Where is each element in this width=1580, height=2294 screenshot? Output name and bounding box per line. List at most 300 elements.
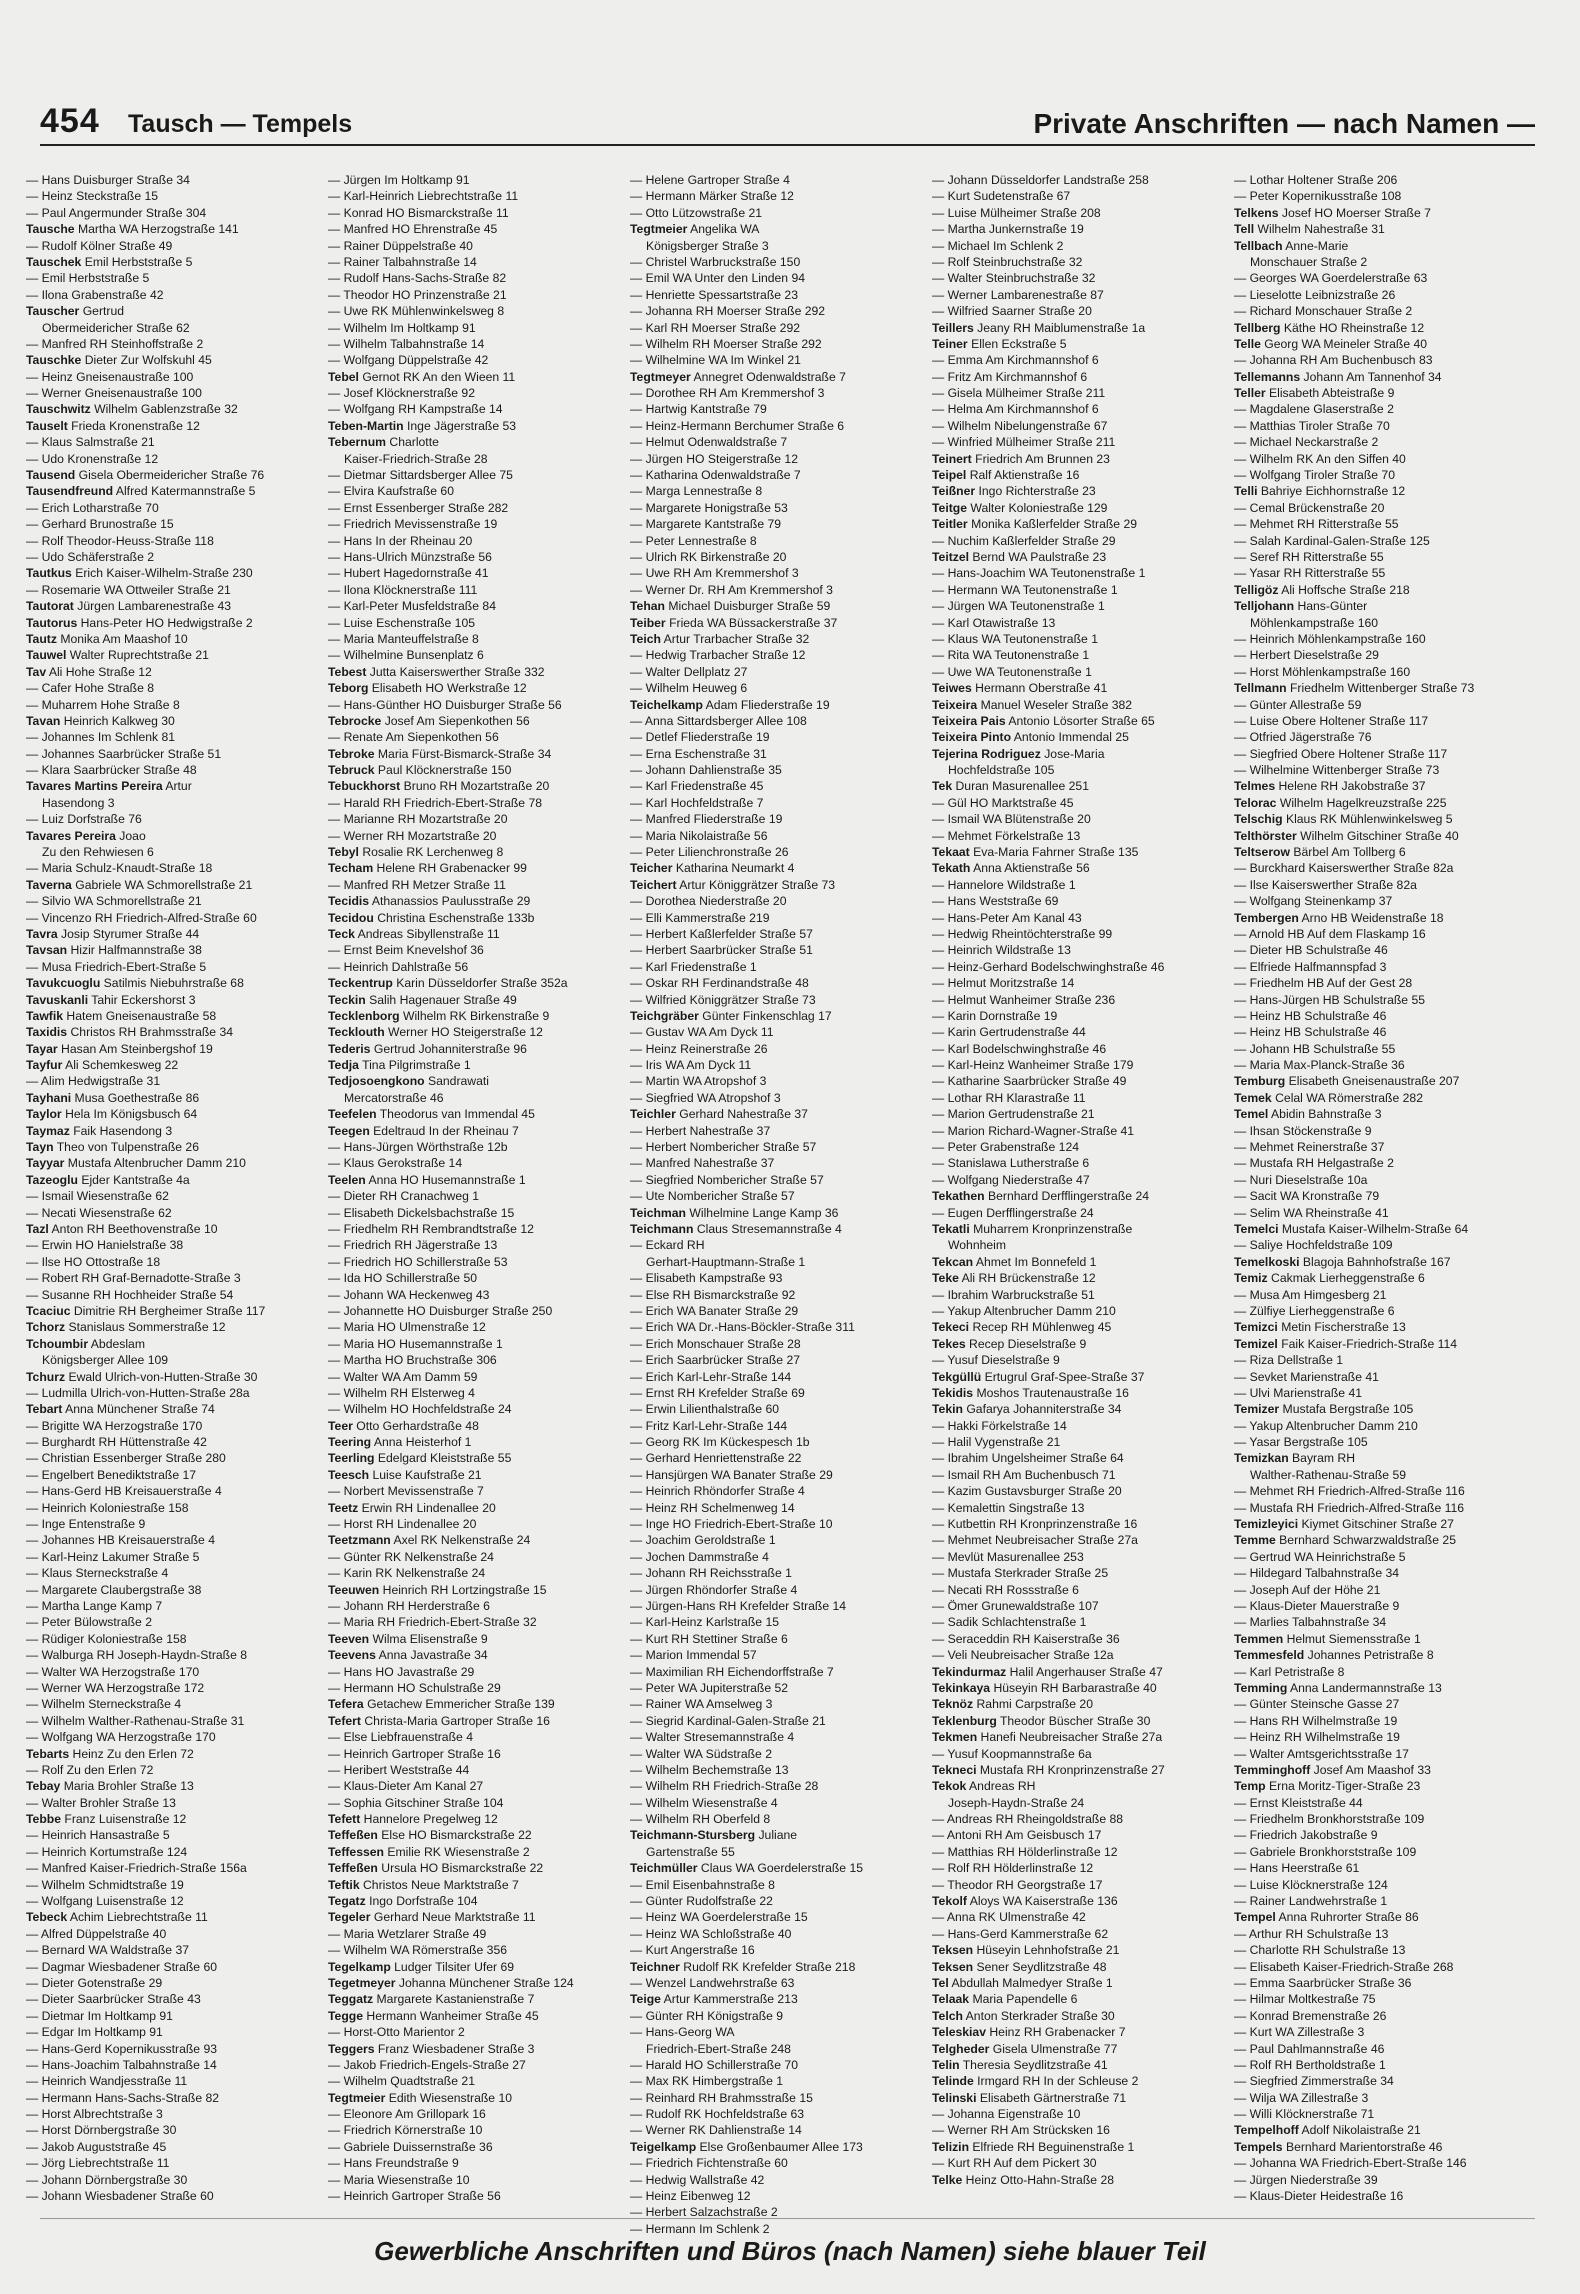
listing-entry — [328, 746, 630, 762]
listing-surname: Temizkan — [1234, 1451, 1289, 1466]
listing-details: Monika Am Maashof 10 — [60, 631, 188, 646]
listing-entry — [630, 2188, 932, 2204]
listing-entry — [1234, 2188, 1536, 2204]
listing-entry — [630, 369, 932, 385]
listing-entry — [328, 1418, 630, 1434]
listing-details: — Jürgen HO Steigerstraße 12 — [630, 451, 798, 466]
listing-details: — Heinrich Wandjesstraße 11 — [26, 2074, 188, 2089]
listing-entry — [26, 1303, 328, 1319]
listing-details: — Mehmet RH Ritterstraße 55 — [1234, 517, 1399, 532]
listing-surname: Teetzmann — [328, 1533, 391, 1548]
listing-entry — [328, 1713, 630, 1729]
listing-details: — Friedrich Körnerstraße 10 — [328, 2123, 483, 2138]
listing-details: — Hans Weststraße 69 — [932, 894, 1059, 909]
listing-entry — [1234, 287, 1536, 303]
listing-entry — [630, 1827, 932, 1843]
listing-details: — Yasar Bergstraße 105 — [1234, 1435, 1368, 1450]
listing-surname: Tekinkaya — [932, 1680, 991, 1695]
listing-details: — Ihsan Stöckenstraße 9 — [1234, 1123, 1372, 1138]
listing-entry — [1234, 467, 1536, 483]
listing-entry — [328, 1582, 630, 1598]
listing-entry — [1234, 1139, 1536, 1155]
listing-details: — Horst Dörnbergstraße 30 — [26, 2123, 177, 2138]
listing-entry — [630, 1041, 932, 1057]
listing-entry — [1234, 451, 1536, 467]
listing-entry — [26, 1664, 328, 1680]
listing-surname: Tegatz — [328, 1894, 366, 1909]
listing-entry — [932, 500, 1234, 516]
listing-details: — Brigitte WA Herzogstraße 170 — [26, 1418, 203, 1433]
listing-surname: Telle — [1234, 336, 1261, 351]
listing-details: — Heinz-Gerhard Bodelschwinghstraße 46 — [932, 959, 1165, 974]
listing-details: — Else Liebfrauenstraße 4 — [328, 1730, 473, 1745]
listing-entry — [1234, 1516, 1536, 1532]
listing-surname: Teichgräber — [630, 1008, 699, 1023]
listing-details: — Heinrich Dahlstraße 56 — [328, 959, 469, 974]
listing-entry — [1234, 713, 1536, 729]
listing-entry — [1234, 1434, 1536, 1450]
section-title: Private Anschriften — nach Namen — — [1033, 108, 1535, 139]
listing-entry — [932, 254, 1234, 270]
listing-entry — [328, 697, 630, 713]
listing-entry — [26, 2172, 328, 2188]
listing-details: Theodorus van Immendal 45 — [379, 1107, 535, 1122]
listing-entry — [1234, 1860, 1536, 1876]
column-4 — [932, 172, 1234, 2210]
listing-entry — [932, 1713, 1234, 1729]
listing-entry — [328, 1532, 630, 1548]
listing-entry — [26, 320, 328, 336]
listing-details: — Gisela Mülheimer Straße 211 — [932, 386, 1106, 401]
listing-entry — [630, 713, 932, 729]
listing-surname: Tellberg — [1234, 320, 1281, 335]
listing-entry — [1234, 746, 1536, 762]
listing-details: Joao — [119, 828, 146, 843]
listing-details: — Sevket Marienstraße 41 — [1234, 1369, 1379, 1384]
listing-details: — Helmut Moritzstraße 14 — [932, 976, 1075, 991]
listing-entry — [1234, 1336, 1536, 1352]
listing-details: Jürgen Lambarenestraße 43 — [77, 599, 232, 614]
listing-entry — [26, 2155, 328, 2171]
listing-entry — [1234, 2122, 1536, 2138]
listing-details: — Ismail RH Am Buchenbusch 71 — [932, 1467, 1116, 1482]
listing-entry — [630, 352, 932, 368]
listing-details: Paul Klöcknerstraße 150 — [377, 763, 512, 778]
listing-surname: Temelkoski — [1234, 1254, 1300, 1269]
listing-entry — [1234, 992, 1536, 1008]
listing-entry — [26, 1614, 328, 1630]
listing-details: — Wilhelm Walther-Rathenau-Straße 31 — [26, 1713, 245, 1728]
listing-entry — [26, 2090, 328, 2106]
listing-details: Ellen Eckstraße 5 — [971, 336, 1067, 351]
listing-details: Anne-Marie — [1285, 238, 1349, 253]
listing-details: — Heinz Eibenweg 12 — [630, 2189, 751, 2204]
listing-surname: Teixeira — [932, 697, 978, 712]
listing-entry — [1234, 1696, 1536, 1712]
listing-entry — [932, 1090, 1234, 1106]
listing-entry — [26, 270, 328, 286]
listing-entry — [630, 1746, 932, 1762]
listing-details: — Alim Hedwigstraße 31 — [26, 1074, 161, 1089]
listing-details: — Josef Klöcknerstraße 92 — [328, 386, 475, 401]
listing-entry — [26, 1680, 328, 1696]
listing-surname: Temminghoff — [1234, 1762, 1311, 1777]
listing-details: — Hannelore Wildstraße 1 — [932, 877, 1076, 892]
listing-entry — [328, 1598, 630, 1614]
listing-details: Elisabeth Gärtnerstraße 71 — [979, 2090, 1127, 2105]
listing-details: — Georges WA Goerdelerstraße 63 — [1234, 271, 1428, 286]
listing-entry — [328, 385, 630, 401]
listing-surname: Tekathen — [932, 1189, 985, 1204]
listing-details: — Johann RH Reichsstraße 1 — [630, 1566, 792, 1581]
listing-entry — [26, 205, 328, 221]
listing-surname: Teicher — [630, 861, 673, 876]
listing-entry — [1234, 598, 1536, 614]
listing-details: — Wilja WA Zillestraße 3 — [1234, 2090, 1369, 2105]
listing-entry — [26, 336, 328, 352]
listing-entry — [932, 1139, 1234, 1155]
listing-details: — Jörg Liebrechtstraße 11 — [26, 2156, 170, 2171]
listing-details: — Elisabeth Kampstraße 93 — [630, 1271, 783, 1286]
listing-details: — Karl-Heinz Karlstraße 15 — [630, 1615, 780, 1630]
listing-entry — [328, 631, 630, 647]
listing-details: — Friedrich Fichtenstraße 60 — [630, 2156, 788, 2171]
listing-surname: Temizer — [1234, 1402, 1280, 1417]
listing-entry — [932, 401, 1234, 417]
listing-entry — [1234, 1811, 1536, 1827]
listing-entry — [26, 1123, 328, 1139]
listing-surname: Tayhani — [26, 1090, 72, 1105]
listing-entry — [26, 303, 328, 319]
listing-details: — Wilfried Saarner Straße 20 — [932, 304, 1092, 319]
listing-details: Adolf Nikolaistraße 21 — [1301, 2123, 1421, 2138]
listing-details: — Winfried Mülheimer Straße 211 — [932, 435, 1116, 450]
listing-details: Bahriye Eichhornstraße 12 — [1260, 484, 1406, 499]
listing-details: — Walter Amtsgerichtsstraße 17 — [1234, 1746, 1409, 1761]
listing-details: Joseph-Haydn-Straße 24 — [948, 1795, 1085, 1810]
listing-details: Zu den Rehwiesen 6 — [42, 845, 154, 860]
listing-details: — Peter Kopernikusstraße 108 — [1234, 189, 1402, 204]
listing-entry — [932, 205, 1234, 221]
listing-details: Heinz RH Grabenacker 7 — [989, 2025, 1126, 2040]
listing-details: — Werner Dr. RH Am Kremmershof 3 — [630, 582, 833, 597]
listing-surname: Tehan — [630, 599, 665, 614]
listing-details: — Hedwig Wallstraße 42 — [630, 2172, 765, 2187]
listing-details: — Herbert Saarbrücker Straße 51 — [630, 943, 813, 958]
listing-details: Friedhelm Wittenberger Straße 73 — [1289, 681, 1475, 696]
listing-details: — Walter WA Südstraße 2 — [630, 1746, 772, 1761]
listing-entry — [1234, 533, 1536, 549]
listing-entry — [328, 1254, 630, 1270]
listing-details: Mercatorstraße 46 — [344, 1090, 444, 1105]
listing-details: — Günter RK Nelkenstraße 24 — [328, 1549, 494, 1564]
listing-entry — [1234, 1729, 1536, 1745]
listing-entry — [932, 811, 1234, 827]
listing-details: — Ernst Kleiststraße 44 — [1234, 1795, 1363, 1810]
listing-entry — [932, 2024, 1234, 2040]
listing-surname: Tavares Martins Pereira — [26, 779, 163, 794]
listing-entry — [26, 1827, 328, 1843]
listing-details: — Wolfgang Tiroler Straße 70 — [1234, 468, 1395, 483]
listing-surname: Temel — [1234, 1107, 1269, 1122]
listing-details: — Ernst RH Krefelder Straße 69 — [630, 1385, 805, 1400]
listing-entry — [26, 778, 328, 794]
listing-entry — [932, 615, 1234, 631]
listing-surname: Tebernum — [328, 435, 387, 450]
listing-details: Anna Ruhrorter Straße 86 — [1278, 1910, 1419, 1925]
listing-details: — Jürgen Niederstraße 39 — [1234, 2172, 1378, 2187]
listing-details: — Maria Nikolaistraße 56 — [630, 828, 768, 843]
listing-surname: Tegtmeyer — [630, 369, 691, 384]
listing-surname: Temmen — [1234, 1631, 1284, 1646]
listing-details: — Rudolf RK Hochfeldstraße 63 — [630, 2107, 805, 2122]
listing-details: — Wilhelmine WA Im Winkel 21 — [630, 353, 801, 368]
listing-details: Kiymet Gitschiner Straße 27 — [1301, 1517, 1454, 1532]
listing-entry — [932, 1369, 1234, 1385]
listing-details: — Kazim Gustavsburger Straße 20 — [932, 1484, 1122, 1499]
listing-details: Inge Jägerstraße 53 — [407, 418, 517, 433]
listing-entry — [26, 975, 328, 991]
page-number: 454 — [40, 102, 100, 140]
listing-surname: Tawfik — [26, 1008, 64, 1023]
listing-details: — Emma Am Kirchmannshof 6 — [932, 353, 1099, 368]
listing-entry — [1234, 1844, 1536, 1860]
listing-details: — Heinrich Rhöndorfer Straße 4 — [630, 1484, 805, 1499]
listing-entry — [26, 1565, 328, 1581]
column-2 — [328, 172, 630, 2210]
listing-entry — [630, 942, 932, 958]
listing-surname: Tekindurmaz — [932, 1664, 1007, 1679]
listing-details: Halil Angerhauser Straße 47 — [1009, 1664, 1163, 1679]
listing-entry — [630, 1172, 932, 1188]
listing-details: — Günter RH Königstraße 9 — [630, 2008, 784, 2023]
listing-entry — [932, 1172, 1234, 1188]
listing-surname: Tellbach — [1234, 238, 1283, 253]
listing-details: Wilhelm Gablenzstraße 32 — [94, 402, 238, 417]
listing-entry — [630, 1123, 932, 1139]
listing-details: — Kurt RH Auf dem Pickert 30 — [932, 2156, 1097, 2171]
listing-entry — [630, 2008, 932, 2024]
listing-entry — [932, 1942, 1234, 1958]
listing-details: Else HO Bismarckstraße 22 — [381, 1828, 532, 1843]
listing-details: — Ibrahim Warbruckstraße 51 — [932, 1287, 1095, 1302]
listing-details: — Gerhard Brunostraße 15 — [26, 517, 174, 532]
listing-surname: Teigelkamp — [630, 2139, 697, 2154]
listing-entry — [932, 2155, 1234, 2171]
listing-entry — [328, 828, 630, 844]
listing-details: — Christel Warbruckstraße 150 — [630, 254, 801, 269]
listing-entry — [26, 369, 328, 385]
listing-details: — Margarete Kantstraße 79 — [630, 517, 782, 532]
listing-details: Ingo Richterstraße 23 — [978, 484, 1096, 499]
listing-details: — Mehmet Förkelstraße 13 — [932, 828, 1081, 843]
listing-entry — [328, 1024, 630, 1040]
listing-surname: Teeuwen — [328, 1582, 380, 1597]
listing-details: — Antoni RH Am Geisbusch 17 — [932, 1828, 1102, 1843]
listing-entry — [1234, 2139, 1536, 2155]
listing-entry — [932, 2172, 1234, 2188]
listing-entry — [932, 910, 1234, 926]
listing-entry — [26, 1991, 328, 2007]
listing-entry — [26, 352, 328, 368]
listing-details: — Hans-Gerd HB Kreisauerstraße 4 — [26, 1484, 222, 1499]
listing-details: — Wilhelm WA Römerstraße 356 — [328, 1943, 508, 1958]
listing-entry — [328, 1450, 630, 1466]
listing-details: — Wilhelm Im Holtkamp 91 — [328, 320, 476, 335]
listing-details: — Ilse HO Ottostraße 18 — [26, 1254, 161, 1269]
listing-entry — [1234, 1664, 1536, 1680]
listing-entry — [932, 188, 1234, 204]
listing-entry — [26, 1582, 328, 1598]
listing-details: Anna Münchener Straße 74 — [65, 1402, 215, 1417]
listing-details: — Horst-Otto Marientor 2 — [328, 2025, 465, 2040]
listing-details: — Margarete Claubergstraße 38 — [26, 1582, 202, 1597]
listing-entry — [1234, 1172, 1536, 1188]
listing-surname: Teckin — [328, 992, 366, 1007]
listing-entry — [630, 1614, 932, 1630]
listing-details: — Katharina Odenwaldstraße 7 — [630, 468, 801, 483]
listing-details: — Anna RK Ulmenstraße 42 — [932, 1910, 1086, 1925]
listing-details: — Rosemarie WA Ottweiler Straße 21 — [26, 582, 231, 597]
listing-details: — Emil WA Unter den Linden 94 — [630, 271, 805, 286]
listing-details: — Hans In der Rheinau 20 — [328, 533, 473, 548]
listing-details: Klaus RK Mühlenwinkelsweg 5 — [1285, 812, 1453, 827]
listing-details: — Hans-Günther HO Duisburger Straße 56 — [328, 697, 562, 712]
listing-entry — [932, 2139, 1234, 2155]
listing-details: Dimitrie RH Bergheimer Straße 117 — [73, 1303, 266, 1318]
listing-entry — [1234, 762, 1536, 778]
listing-entry — [932, 697, 1234, 713]
listing-entry — [1234, 1319, 1536, 1335]
listing-details: Hatem Gneisenaustraße 58 — [66, 1008, 217, 1023]
listing-details: Hüseyin RH Barbarastraße 40 — [993, 1680, 1157, 1695]
listing-details: Ursula HO Bismarckstraße 22 — [381, 1861, 544, 1876]
listing-details: — Dieter RH Cranachweg 1 — [328, 1189, 480, 1204]
listing-details: — Hans-Joachim Talbahnstraße 14 — [26, 2057, 217, 2072]
listing-entry — [932, 1385, 1234, 1401]
listing-surname: Taxidis — [26, 1025, 68, 1040]
listing-details: Bernhard Schwarzwaldstraße 25 — [1279, 1533, 1456, 1548]
listing-details: — Yusuf Dieselstraße 9 — [932, 1353, 1060, 1368]
listing-entry — [630, 565, 932, 581]
listing-entry — [630, 1254, 932, 1270]
listing-entry — [1234, 401, 1536, 417]
listing-details: — Paul Dahlmannstraße 46 — [1234, 2041, 1385, 2056]
listing-details: — Luise Eschenstraße 105 — [328, 615, 476, 630]
listing-details: — Friedhelm Bronkhorststraße 109 — [1234, 1812, 1425, 1827]
listing-details: — Heinz HB Schulstraße 46 — [1234, 1025, 1387, 1040]
listing-entry — [630, 844, 932, 860]
listing-details: — Ismail WA Blütenstraße 20 — [932, 812, 1091, 827]
listing-details: — Werner WA Herzogstraße 172 — [26, 1680, 205, 1695]
listing-details: — Robert RH Graf-Bernadotte-Straße 3 — [26, 1271, 241, 1286]
listing-surname: Temizel — [1234, 1336, 1278, 1351]
listing-surname: Tecidis — [328, 894, 370, 909]
listing-surname: Tegelkamp — [328, 1959, 391, 1974]
listing-details: Gabriele WA Schmorellstraße 21 — [75, 877, 253, 892]
listing-details: Michael Duisburger Straße 59 — [668, 599, 831, 614]
listing-entry — [932, 1073, 1234, 1089]
listing-details: Bärbel Am Tollberg 6 — [1293, 845, 1406, 860]
listing-entry — [328, 2139, 630, 2155]
listing-details: Abidin Bahnstraße 3 — [1271, 1107, 1382, 1122]
listing-surname: Tegeler — [328, 1910, 371, 1925]
listing-entry — [932, 1680, 1234, 1696]
listing-entry — [328, 910, 630, 926]
listing-entry — [630, 1500, 932, 1516]
listing-details: Helene RH Jakobstraße 37 — [1278, 779, 1426, 794]
listing-entry — [932, 1746, 1234, 1762]
listing-details: — Wilhelm Nibelungenstraße 67 — [932, 418, 1108, 433]
listing-surname: Teckentrup — [328, 976, 393, 991]
listing-details: Hans-Günter — [1297, 599, 1368, 614]
listing-entry — [328, 1106, 630, 1122]
listing-surname: Tayfur — [26, 1058, 63, 1073]
listing-entry — [932, 1467, 1234, 1483]
listing-surname: Teerling — [328, 1451, 375, 1466]
listing-entry — [630, 778, 932, 794]
listing-surname: Tazl — [26, 1222, 49, 1236]
listing-details: — Rita WA Teutonenstraße 1 — [932, 648, 1090, 663]
listing-details: — Karl Friedenstraße 1 — [630, 959, 757, 974]
listing-surname: Tebest — [328, 664, 367, 679]
listing-details: — Walter Dellplatz 27 — [630, 664, 748, 679]
listing-details: Elfriede RH Beguinenstraße 1 — [972, 2139, 1135, 2154]
listing-details: — Johanna Eigenstraße 10 — [932, 2107, 1081, 2122]
listing-entry — [932, 1778, 1234, 1794]
listing-details: Gartenstraße 55 — [646, 1844, 735, 1859]
listing-details: — Wilhelm HO Hochfeldstraße 24 — [328, 1402, 512, 1417]
listing-details: — Jochen Dammstraße 4 — [630, 1549, 769, 1564]
listing-entry — [328, 2090, 630, 2106]
listing-details: — Wolfgang Luisenstraße 12 — [26, 1894, 184, 1909]
listing-details: — Eugen Derfflingerstraße 24 — [932, 1205, 1094, 1220]
listing-details: — Muharrem Hohe Straße 8 — [26, 697, 180, 712]
listing-surname: Teiwes — [932, 681, 972, 696]
listing-details: — Konrad Bremenstraße 26 — [1234, 2008, 1387, 2023]
listing-entry — [932, 451, 1234, 467]
listing-entry — [26, 1139, 328, 1155]
listing-entry — [328, 1090, 630, 1106]
listing-entry — [1234, 1450, 1536, 1466]
listing-entry — [932, 828, 1234, 844]
listing-entry — [26, 1926, 328, 1942]
listing-surname: Teering — [328, 1435, 372, 1450]
listing-entry — [630, 926, 932, 942]
listing-entry — [1234, 516, 1536, 532]
listing-details: — Sadik Schlachtenstraße 1 — [932, 1615, 1087, 1630]
listing-entry — [328, 549, 630, 565]
listing-surname: Tayyar — [26, 1156, 65, 1171]
listing-details: — Heinz Steckstraße 15 — [26, 189, 159, 204]
listing-details: — Musa Am Himgesberg 21 — [1234, 1287, 1387, 1302]
listing-entry — [932, 598, 1234, 614]
listing-details: — Wilhelm RH Friedrich-Straße 28 — [630, 1779, 819, 1794]
listing-details: — Emil Eisenbahnstraße 8 — [630, 1877, 775, 1892]
listing-entry — [26, 828, 328, 844]
listing-entry — [1234, 172, 1536, 188]
listing-details: Königsberger Straße 3 — [646, 238, 769, 253]
listing-entry — [932, 647, 1234, 663]
listing-entry — [26, 1532, 328, 1548]
listing-entry — [932, 729, 1234, 745]
listing-details: Möhlenkampstraße 160 — [1250, 615, 1379, 630]
listing-entry — [26, 238, 328, 254]
listing-entry — [26, 664, 328, 680]
listing-entry — [630, 418, 932, 434]
listing-details: — Karl-Peter Musfeldstraße 84 — [328, 599, 496, 614]
listing-entry — [26, 1073, 328, 1089]
